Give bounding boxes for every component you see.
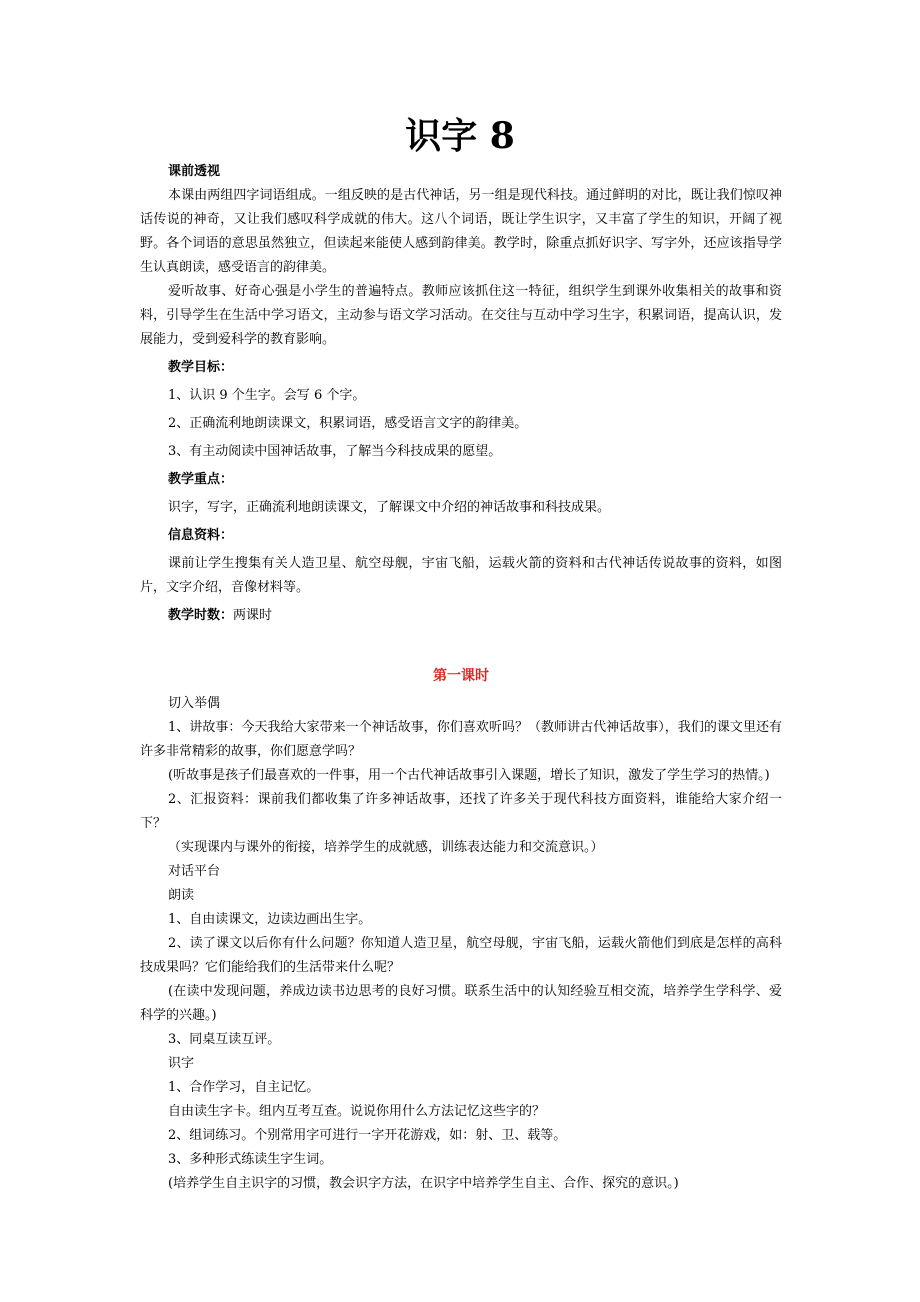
- pre-lesson-paragraph-2: 爱听故事、好奇心强是小学生的普遍特点。教师应该抓住这一特征，组织学生到课外收集相关的故事和资料，引导学生在生活中学习语文，主动参与语文学习活动。在交往与互动中学习生字，积累词语，提高认识，发展能力，受到爱科学的教育影响。: [140, 284, 782, 347]
- intro-step-2: 2、汇报资料：课前我们都收集了许多神话故事，还找了许多关于现代科技方面资料，谁能给大家介绍一下？: [140, 792, 782, 831]
- focus-heading: 教学重点：: [168, 472, 234, 487]
- dialog-label: 对话平台: [168, 864, 221, 879]
- hours-heading: 教学时数：: [168, 608, 234, 623]
- read-step-2-note: (在读中发现问题，养成边读书边思考的良好习惯。联系生活中的认知经验互相交流，培养学生学科学、爱科学的兴趣。): [140, 984, 782, 1023]
- literacy-step-2: 2、组词练习。个别常用字可进行一字开花游戏，如：射、卫、载等。: [168, 1128, 567, 1143]
- intro-step-1-note: (听故事是孩子们最喜欢的一件事，用一个古代神话故事引入课题，增长了知识，激发了学生学习的热情。): [168, 768, 770, 783]
- read-step-2: 2、读了课文以后你有什么问题？你知道人造卫星，航空母舰，宇宙飞船，运载火箭他们到底是怎样的高科技成果吗？它们能给我们的生活带来什么呢？: [140, 936, 782, 975]
- intro-step-2-note: （实现课内与课外的衔接，培养学生的成就感，训练表达能力和交流意识。）: [168, 840, 604, 855]
- literacy-step-1: 1、合作学习，自主记忆。: [168, 1080, 320, 1095]
- literacy-step-3: 3、多种形式练读生字生词。: [168, 1152, 333, 1167]
- intro-step-1: 1、讲故事：今天我给大家带来一个神话故事，你们喜欢听吗？（教师讲古代神话故事），我们的课文里还有许多非常精彩的故事，你们愿意学吗？: [140, 720, 782, 759]
- hours-value: 两课时: [233, 608, 273, 623]
- teaching-hours: [140, 604, 782, 628]
- intro-label: 切入举偶: [168, 696, 221, 711]
- pre-lesson-paragraph-1: 本课由两组四字词语组成。一组反映的是古代神话，另一组是现代科技。通过鲜明的对比，既让我们惊叹神话传说的神奇，又让我们感叹科学成就的伟大。这八个词语，既让学生识字，又丰富了学生的知识，开阔了视野。各个词语的意思虽然独立，但读起来能使人感到韵律美。教学时，除重点抓好识字、写字外，还应该指导学生认真朗读，感受语言的韵律美。: [140, 188, 782, 275]
- read-label: 朗读: [168, 888, 195, 903]
- info-text: 课前让学生搜集有关人造卫星、航空母舰，宇宙飞船，运载火箭的资料和古代神话传说故事的资料，如图片，文字介绍，音像材料等。: [140, 556, 782, 595]
- literacy-label: 识字: [168, 1056, 195, 1071]
- goal-item: 1、认识 9 个生字。会写 6 个字。: [168, 388, 366, 403]
- goals-heading: 教学目标：: [168, 360, 234, 375]
- focus-text: 识字，写字，正确流利地朗读课文，了解课文中介绍的神话故事和科技成果。: [168, 500, 611, 515]
- literacy-note: (培养学生自主识字的习惯，教会识字方法，在识字中培养学生自主、合作、探究的意识。): [168, 1176, 679, 1191]
- literacy-step-1-detail: 自由读生字卡。组内互考互查。说说你用什么方法记忆这些字的？: [168, 1104, 546, 1119]
- page-title: 识字 8: [405, 115, 515, 157]
- pre-lesson-heading: 课前透视: [168, 164, 221, 179]
- lesson-1-heading: 第一课时: [433, 668, 489, 684]
- goal-item: 3、有主动阅读中国神话故事，了解当今科技成果的愿望。: [168, 444, 502, 459]
- info-heading: 信息资料：: [168, 528, 234, 543]
- read-step-3: 3、同桌互读互评。: [168, 1032, 281, 1047]
- document-body: [140, 160, 782, 1196]
- goal-item: 2、正确流利地朗读课文，积累词语，感受语言文字的韵律美。: [168, 416, 528, 431]
- read-step-1: 1、自由读课文，边读边画出生字。: [168, 912, 372, 927]
